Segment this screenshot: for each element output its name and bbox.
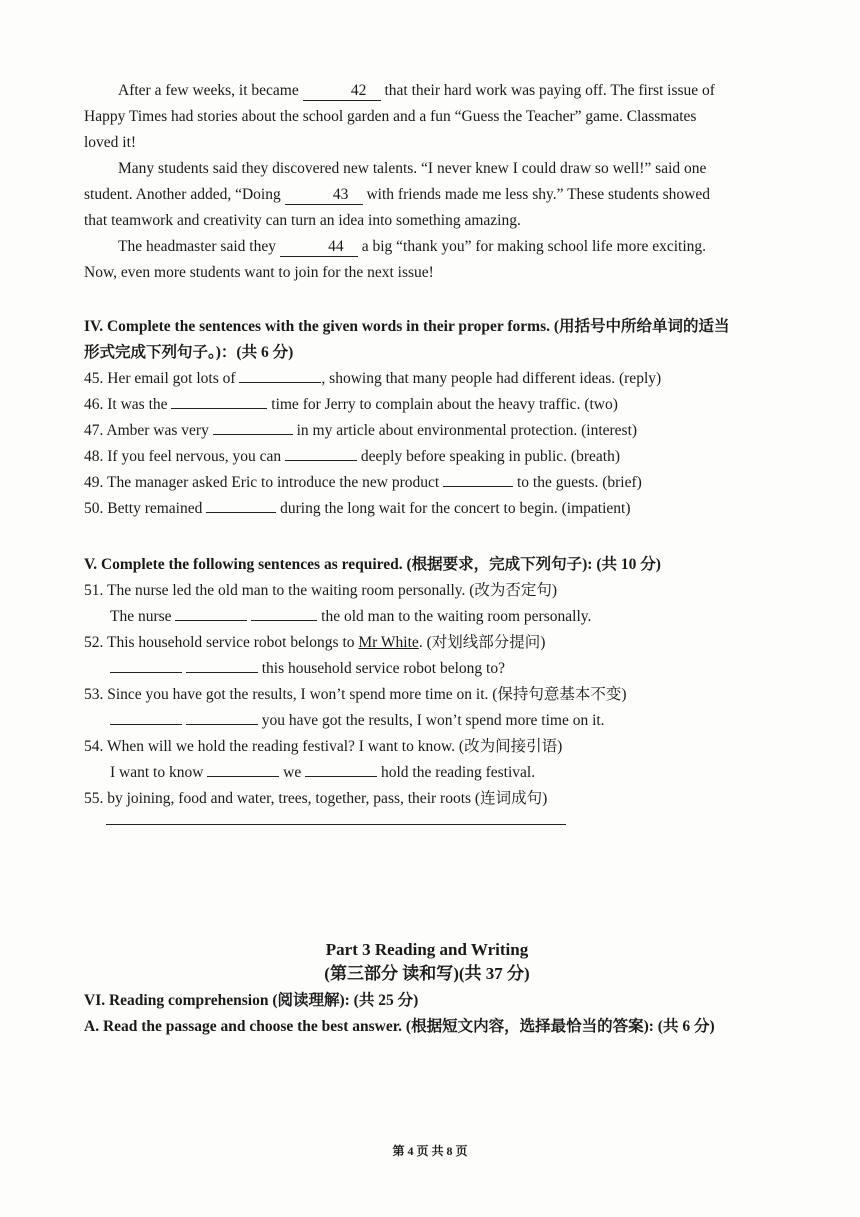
question-text: 48. If you feel nervous, you can — [84, 448, 282, 465]
passage-text: that their hard work was paying off. The first issue of Happy Times had stories about the school garden and a fun “Guess the Teacher” game. Classmates loved it! — [84, 82, 715, 151]
question-55: 55. by joining, food and water, trees, together, pass, their roots (连词成句) — [84, 790, 548, 807]
blank-44[interactable]: 44 — [280, 238, 358, 257]
answer-blank[interactable] — [175, 620, 247, 621]
question-text: 45. Her email got lots of — [84, 370, 236, 387]
section-vi-heading: VI. Reading comprehension (阅读理解): (共 25 分) — [84, 992, 419, 1009]
part-3 — [84, 938, 730, 1040]
blank-42[interactable]: 42 — [303, 82, 381, 101]
answer-blank[interactable] — [207, 776, 279, 777]
question-46 — [84, 392, 730, 418]
question-text: 50. Betty remained — [84, 500, 203, 517]
question-text: time for Jerry to complain about the heavy traffic. (two) — [271, 396, 618, 413]
answer-blank[interactable] — [213, 434, 293, 435]
question-text: 52. This household service robot belongs to — [84, 634, 359, 651]
question-52 — [84, 630, 730, 656]
question-45 — [84, 366, 730, 392]
answer-line-55[interactable] — [106, 824, 566, 825]
answer-line-52 — [84, 656, 730, 682]
answer-blank[interactable] — [186, 672, 258, 673]
question-text: this household service robot belong to? — [261, 660, 505, 677]
question-text: The nurse — [110, 608, 172, 625]
answer-blank[interactable] — [110, 672, 182, 673]
passage-text: a big “thank you” for making school life more exciting. Now, even more students want to join for the next issue! — [84, 238, 707, 281]
section-iv-heading: IV. Complete the sentences with the given words in their proper forms. (用括号中所给单词的适当形式完成下列句子。)：(共 6 分) — [84, 318, 730, 361]
answer-blank[interactable] — [305, 776, 377, 777]
answer-blank[interactable] — [251, 620, 317, 621]
part-3-subtitle: (第三部分 读和写)(共 37 分) — [324, 964, 530, 983]
section-v-heading: V. Complete the following sentences as required. (根据要求，完成下列句子): (共 10 分) — [84, 556, 661, 573]
question-text: the old man to the waiting room personally. — [321, 608, 592, 625]
question-text: in my article about environmental protection. (interest) — [296, 422, 638, 439]
section-iv — [84, 314, 730, 522]
question-text: to the guests. (brief) — [516, 474, 642, 491]
passage — [84, 78, 730, 286]
answer-blank[interactable] — [206, 512, 276, 513]
passage-paragraph-2 — [84, 156, 730, 234]
question-text: we — [283, 764, 302, 781]
blank-43[interactable]: 43 — [285, 186, 363, 205]
answer-line-51 — [84, 604, 730, 630]
question-51: 51. The nurse led the old man to the waiting room personally. (改为否定句) — [84, 582, 558, 599]
passage-text: with friends made me less shy.” These students showed that teamwork and creativity can turn an idea into something amazing. — [84, 186, 711, 229]
underlined-phrase: Mr White — [358, 634, 419, 651]
passage-text: Many students said they discovered new talents. “I never knew I could draw so well!” said one student. Another added, “Doing — [84, 160, 707, 203]
passage-paragraph-1 — [84, 78, 730, 156]
question-text: I want to know — [110, 764, 204, 781]
answer-line-53 — [84, 708, 730, 734]
section-v — [84, 552, 730, 825]
question-text: , showing that many people had different ideas. (reply) — [321, 370, 662, 387]
answer-blank[interactable] — [171, 408, 267, 409]
answer-line-54 — [84, 760, 730, 786]
passage-text: The headmaster said they — [118, 238, 276, 255]
question-text: you have got the results, I won’t spend more time on it. — [261, 712, 605, 729]
answer-blank[interactable] — [239, 382, 321, 383]
question-50 — [84, 496, 730, 522]
question-text: . (对划线部分提问) — [418, 634, 546, 651]
question-text: 49. The manager asked Eric to introduce the new product — [84, 474, 440, 491]
passage-text: After a few weeks, it became — [118, 82, 299, 99]
page-footer: 第 4 页 共 8 页 — [392, 1144, 468, 1158]
answer-blank[interactable] — [110, 724, 182, 725]
question-text: hold the reading festival. — [381, 764, 536, 781]
question-47 — [84, 418, 730, 444]
question-48 — [84, 444, 730, 470]
answer-blank[interactable] — [186, 724, 258, 725]
question-text: during the long wait for the concert to begin. (impatient) — [280, 500, 631, 517]
question-49 — [84, 470, 730, 496]
part-3-title: Part 3 Reading and Writing — [325, 940, 529, 959]
question-53: 53. Since you have got the results, I won’t spend more time on it. (保持句意基本不变) — [84, 686, 627, 703]
answer-blank[interactable] — [443, 486, 513, 487]
question-text: 47. Amber was very — [84, 422, 209, 439]
question-54: 54. When will we hold the reading festival? I want to know. (改为间接引语) — [84, 738, 563, 755]
question-text: deeply before speaking in public. (breath) — [360, 448, 620, 465]
answer-blank[interactable] — [285, 460, 357, 461]
question-text: 46. It was the — [84, 396, 168, 413]
section-a-heading: A. Read the passage and choose the best answer. (根据短文内容，选择最恰当的答案): (共 6 分) — [84, 1018, 715, 1035]
passage-paragraph-3 — [84, 234, 730, 286]
